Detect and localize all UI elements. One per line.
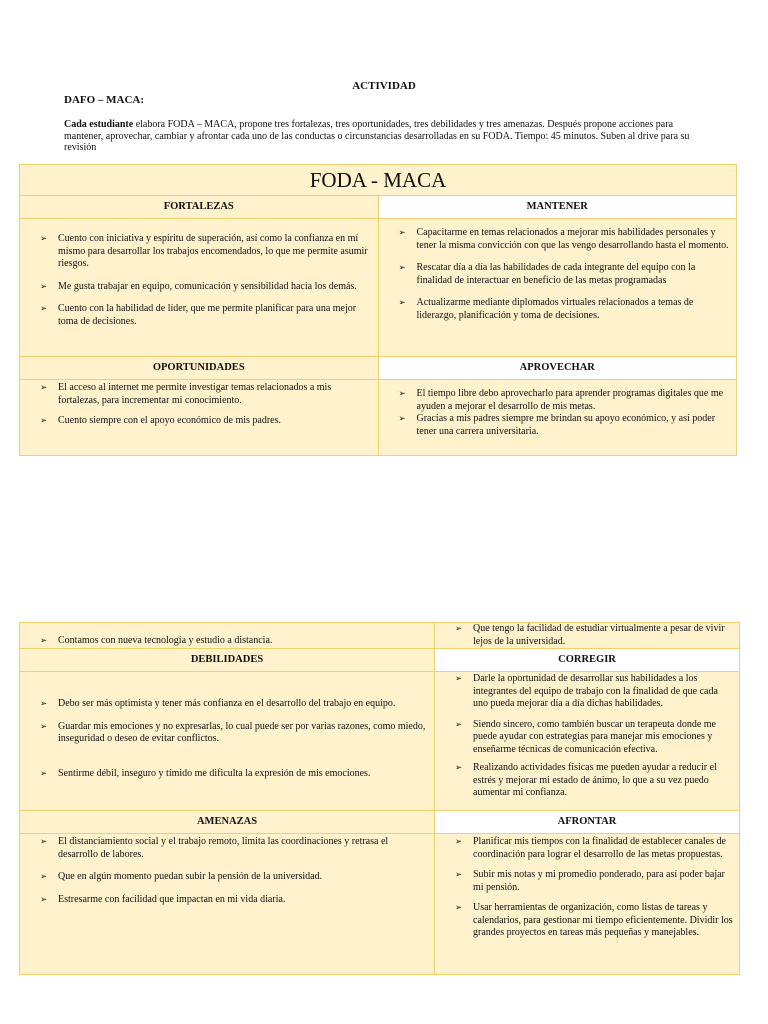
mantener-item: ➢ Rescatar día a día las habilidades de cada integrante del equipo con la finalidad de interactuar en beneficio de las metas programadas — [379, 262, 737, 287]
fortalezas-cell — [20, 219, 379, 357]
debilidades-cell — [20, 672, 435, 811]
aprovechar-item: ➢ El tiempo libre debo aprovecharlo para aprender programas digitales que me ayuden a mejorar el desarrollo de mis metas. — [379, 388, 737, 413]
mantener-item: ➢ Actualizarme mediante diplomados virtuales relacionados a temas de liderazgo, planificación y toma de decisiones. — [379, 297, 737, 322]
mantener-header: MANTENER — [378, 196, 737, 219]
aprovechar-header: APROVECHAR — [378, 357, 737, 380]
oportunidades-item: ➢ Cuento siempre con el apoyo económico de mis padres. — [20, 415, 378, 428]
afrontar-item: ➢ Planificar mis tiempos con la finalidad de establecer canales de coordinación para lograr el desarrollo de las metas propuestas. — [435, 836, 739, 861]
page-title: ACTIVIDAD — [352, 80, 416, 92]
fortalezas-header: FORTALEZAS — [20, 196, 379, 219]
instructions-paragraph — [64, 119, 714, 154]
aprovechar-continued-cell — [435, 623, 740, 649]
debilidades-item: ➢ Debo ser más optimista y tener más confianza en el desarrollo del trabajo en equipo. — [20, 698, 434, 711]
debilidades-item: ➢ Guardar mis emociones y no expresarlas, lo cual puede ser por varias razones, como miedo, inseguridad o deseo de evitar conflictos. — [20, 721, 434, 746]
mantener-cell — [378, 219, 737, 357]
afrontar-item: ➢ Usar herramientas de organización, como listas de tareas y calendarios, para gestionar mi tiempo eficientemente. Dividir los grandes proyectos en tareas más pequeñas y manejables. — [435, 902, 739, 940]
fortalezas-item: ➢ Cuento con la habilidad de líder, que me permite planificar para una mejor toma de decisiones. — [20, 303, 378, 328]
debilidades-item: ➢ Sentirme débil, inseguro y tímido me dificulta la expresión de mis emociones. — [20, 768, 434, 781]
foda-table-part-1 — [19, 164, 737, 456]
oportunidades-header: OPORTUNIDADES — [20, 357, 379, 380]
amenazas-cell — [20, 834, 435, 975]
aprovechar-cell — [378, 380, 737, 456]
corregir-item: ➢ Siendo sincero, como también buscar un terapeuta donde me puede ayudar con estrategias para manejar mis emociones y enseñarme técnicas de comunicación efectiva. — [435, 719, 739, 757]
corregir-item: ➢ Darle la oportunidad de desarrollar sus habilidades a los integrantes del equipo de trabajo con la finalidad de que cada uno pueda mejorar día a día dichas habilidades. — [435, 673, 739, 711]
debilidades-header: DEBILIDADES — [20, 649, 435, 672]
afrontar-header: AFRONTAR — [435, 811, 740, 834]
fortalezas-item: ➢ Cuento con iniciativa y espíritu de superación, así como la confianza en mí mismo para desarrollar los trabajos encomendados, lo que me permite asumir riesgos. — [20, 233, 378, 271]
afrontar-cell — [435, 834, 740, 975]
corregir-cell — [435, 672, 740, 811]
instructions-bold: Cada estudiante — [64, 119, 134, 130]
instructions-text: elabora FODA – MACA, propone tres fortalezas, tres oportunidades, tres debilidades y tres amenazas. Después propone acciones para mantener, aprovechar, cambiar y afrontar cada uno de las conductas o circunstancias desarrolladas en su FODA. Tiempo: 45 minutos. Suben al drive para su revisión — [64, 119, 690, 153]
afrontar-item: ➢ Subir mis notas y mi promedio ponderado, para así poder bajar mi pensión. — [435, 869, 739, 894]
oportunidades-item: ➢ El acceso al internet me permite investigar temas relacionados a mis fortalezas, para incrementar mi conocimiento. — [20, 382, 378, 407]
amenazas-item: ➢ El distanciamiento social y el trabajo remoto, limita las coordinaciones y retrasa el desarrollo de labores. — [20, 836, 434, 861]
table-title: FODA - MACA — [20, 165, 737, 196]
mantener-item: ➢ Capacitarme en temas relacionados a mejorar mis habilidades personales y tener la misma convicción con que las vengo desarrollando hasta el momento. — [379, 227, 737, 252]
oportunidades-continued-cell — [20, 623, 435, 649]
corregir-item: ➢ Realizando actividades físicas me pueden ayudar a reducir el estrés y mejorar mi estado de ánimo, lo que a su vez puedo aumentar mi confianza. — [435, 762, 739, 800]
aprovechar-item: ➢ Que tengo la facilidad de estudiar virtualmente a pesar de vivir lejos de la universidad. — [435, 623, 739, 648]
oportunidades-item: ➢ Contamos con nueva tecnología y estudio a distancia. — [20, 635, 434, 648]
foda-table-part-2 — [19, 622, 740, 975]
oportunidades-cell — [20, 380, 379, 456]
aprovechar-item: ➢ Gracias a mis padres siempre me brindan su apoyo económico, y así poder tener una carrera universitaria. — [379, 413, 737, 438]
fortalezas-item: ➢ Me gusta trabajar en equipo, comunicación y sensibilidad hacia los demás. — [20, 281, 378, 294]
amenazas-header: AMENAZAS — [20, 811, 435, 834]
page-subtitle: DAFO – MACA: — [64, 94, 145, 106]
amenazas-item: ➢ Que en algún momento puedan subir la pensión de la universidad. — [20, 871, 434, 884]
amenazas-item: ➢ Estresarme con facilidad que impactan en mi vida diaria. — [20, 894, 434, 907]
corregir-header: CORREGIR — [435, 649, 740, 672]
